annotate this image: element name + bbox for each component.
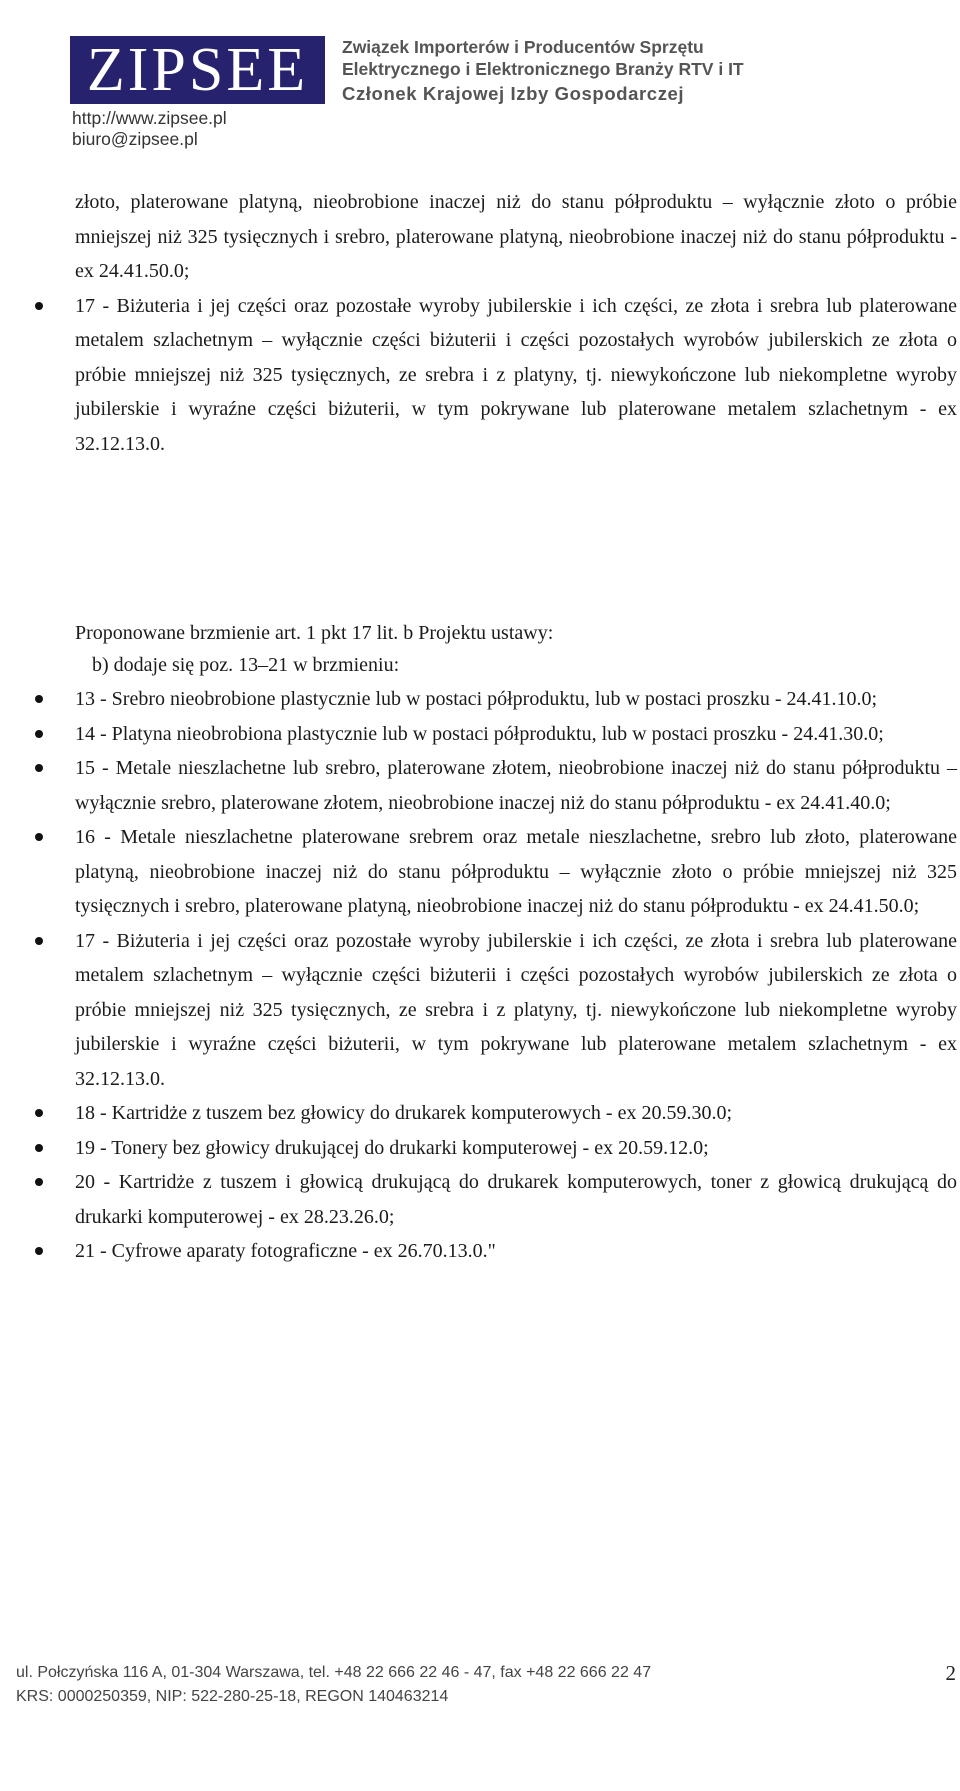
footer-address: ul. Połczyńska 116 A, 01-304 Warszawa, tel. +48 22 666 22 46 - 47, fax +48 22 666 22 47 bbox=[16, 1664, 652, 1681]
list-item bbox=[75, 717, 957, 752]
bullet-icon bbox=[35, 1247, 43, 1255]
list-item-text: 13 - Srebro nieobrobione plastycznie lub w postaci półproduktu, lub w postaci proszku - 24.41.10.0; bbox=[75, 688, 878, 710]
section-subheading: b) dodaje się poz. 13–21 w brzmieniu: bbox=[92, 653, 400, 676]
letterhead bbox=[70, 36, 890, 156]
contact-info bbox=[72, 108, 227, 150]
list-item bbox=[75, 924, 957, 1097]
bullet-icon bbox=[35, 730, 43, 738]
website-link[interactable]: http://www.zipsee.pl bbox=[72, 108, 227, 128]
page-footer bbox=[16, 1661, 956, 1709]
list-item bbox=[75, 1234, 957, 1269]
page-number: 2 bbox=[945, 1661, 956, 1685]
list-item-text: 18 - Kartridże z tuszem bez głowicy do drukarek komputerowych - ex 20.59.30.0; bbox=[75, 1102, 733, 1124]
list-item bbox=[75, 1165, 957, 1234]
bullet-icon bbox=[35, 1144, 43, 1152]
list-item bbox=[75, 751, 957, 820]
bullet-icon bbox=[35, 764, 43, 772]
zipsee-logo bbox=[70, 36, 325, 104]
list-item-text: 19 - Tonery bez głowicy drukującej do drukarki komputerowej - ex 20.59.12.0; bbox=[75, 1136, 709, 1159]
list-item-text: 15 - Metale nieszlachetne lub srebro, platerowane złotem, nieobrobione inaczej niż do stanu półproduktu – wyłącznie srebro, platerowane złotem, nieobrobione inaczej niż do stanu półproduktu - ex 24.41.40.0; bbox=[75, 757, 957, 814]
list-item-text: 20 - Kartridże z tuszem i głowicą drukującą do drukarek komputerowych, toner z głowicą drukującą do drukarki komputerowej - ex 28.23.26.0; bbox=[75, 1171, 957, 1228]
organization-name bbox=[342, 36, 862, 105]
bullet-icon bbox=[35, 302, 43, 310]
proposed-wording-section bbox=[75, 616, 957, 1269]
list-item-text: 16 - Metale nieszlachetne platerowane srebrem oraz metale nieszlachetne, srebro lub złoto, platerowane platyną, nieobrobione inaczej niż do stanu półproduktu – wyłącznie złoto o próbie mniejszej niż 325 tysięcznych i srebro, platerowane platyną, nieobrobione inaczej niż do stanu półproduktu - ex 24.41.50.0; bbox=[75, 826, 957, 917]
org-name-line-2: Elektrycznego i Elektronicznego Branży RTV i IT bbox=[342, 59, 744, 79]
list-item bbox=[75, 289, 957, 462]
section-heading: Proponowane brzmienie art. 1 pkt 17 lit. b Projektu ustawy: bbox=[75, 622, 554, 644]
chamber-membership: Członek Krajowej Izby Gospodarczej bbox=[342, 83, 685, 104]
list-item bbox=[75, 682, 957, 717]
bullet-icon bbox=[35, 833, 43, 841]
bullet-icon bbox=[35, 1109, 43, 1117]
bullet-icon bbox=[35, 937, 43, 945]
org-name-line-1: Związek Importerów i Producentów Sprzętu bbox=[342, 37, 704, 57]
list-item bbox=[75, 1131, 957, 1166]
bullet-icon bbox=[35, 695, 43, 703]
footer-registry: KRS: 0000250359, NIP: 522-280-25-18, REGON 140463214 bbox=[16, 1688, 449, 1705]
list-item bbox=[75, 820, 957, 924]
list-item-text: 21 - Cyfrowe aparaty fotograficzne - ex 26.70.13.0." bbox=[75, 1240, 496, 1262]
list-item bbox=[75, 1096, 957, 1131]
list-item-text: 17 - Biżuteria i jej części oraz pozostałe wyroby jubilerskie i ich części, ze złota i srebra lub platerowane metalem szlachetnym – wyłącznie części biżuterii i części pozostałych wyrobów jubilerskich ze złota o próbie mniejszej niż 325 tysięcznych, ze srebra i z platyny, tj. niewykończone lub niekompletne wyroby jubilerskie i wyraźne części biżuterii, w tym pokrywane lub platerowane metalem szlachetnym - ex 32.12.13.0. bbox=[75, 294, 957, 455]
list-item-text: 14 - Platyna nieobrobiona plastycznie lub w postaci półproduktu, lub w postaci proszku - 24.41.30.0; bbox=[75, 722, 884, 745]
list-item-text: 17 - Biżuteria i jej części oraz pozostałe wyroby jubilerskie i ich części, ze złota i srebra lub platerowane metalem szlachetnym – wyłącznie części biżuterii i części pozostałych wyrobów jubilerskich ze złota o próbie mniejszej niż 325 tysięcznych, ze srebra i z platyny, tj. niewykończone lub niekompletne wyroby jubilerskie i wyraźne części biżuterii, w tym pokrywane lub platerowane metalem szlachetnym - ex 32.12.13.0. bbox=[75, 929, 957, 1090]
bullet-icon bbox=[35, 1178, 43, 1186]
previous-list-continuation bbox=[75, 185, 957, 461]
email-link[interactable]: biuro@zipsee.pl bbox=[72, 129, 198, 149]
list-item-16-continuation: złoto, platerowane platyną, nieobrobione inaczej niż do stanu półproduktu – wyłącznie złoto o próbie mniejszej niż 325 tysięcznych i srebro, platerowane platyną, nieobrobione inaczej niż do stanu półproduktu - ex 24.41.50.0; bbox=[75, 191, 957, 282]
logo-text: ZIPSEE bbox=[86, 36, 309, 104]
